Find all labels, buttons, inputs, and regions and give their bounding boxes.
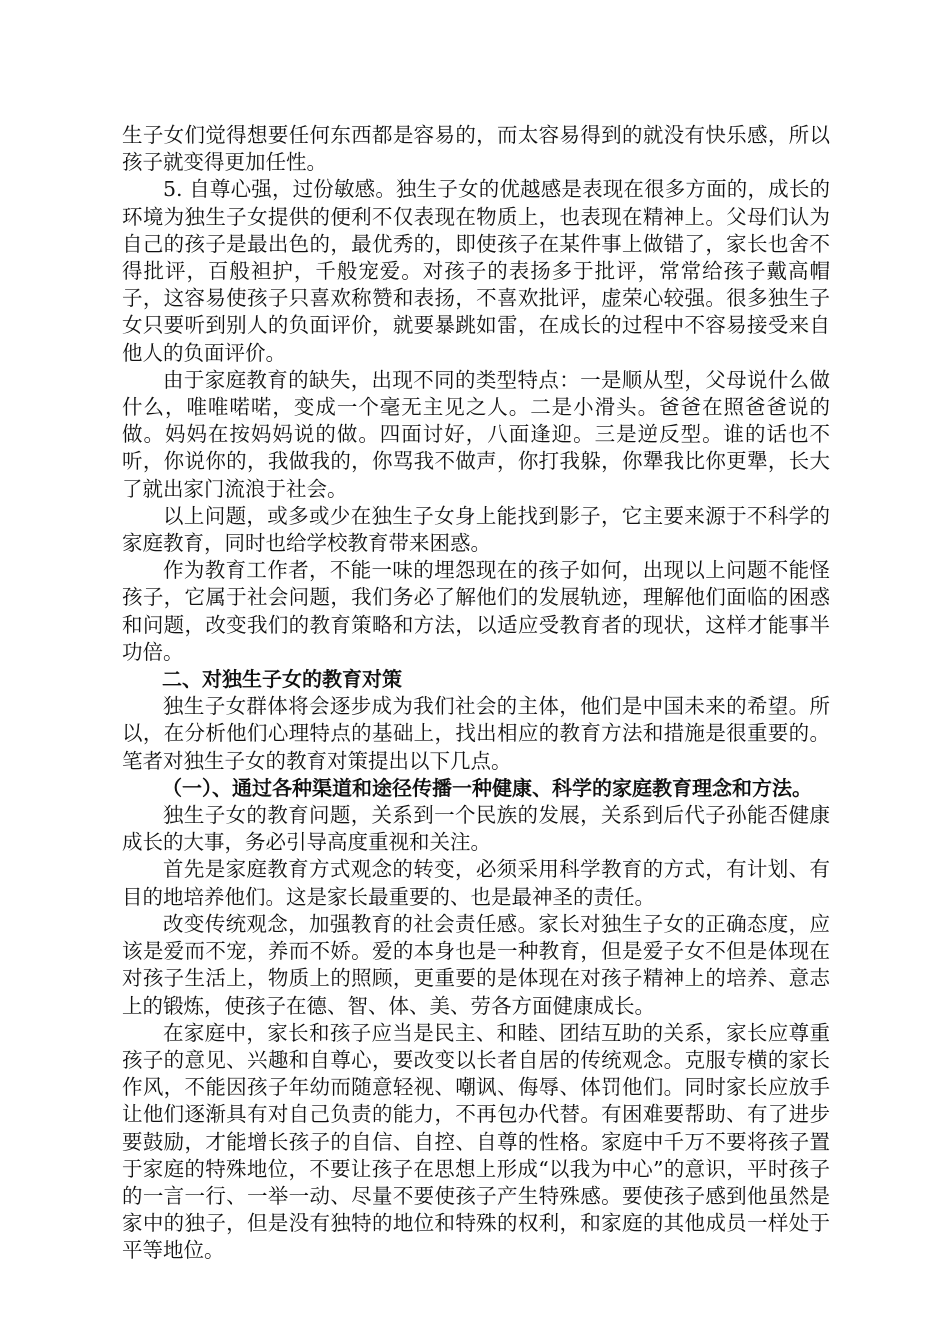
paragraph: 5. 自尊心强，过份敏感。独生子女的优越感是表现在很多方面的，成长的环境为独生子女提供的便利不仅表现在物质上，也表现在精神上。父母们认为自己的孩子是最出色的，最优秀的，即使孩子在某件事上做错了，家长也舍不得批评，百般袒护，千般宠爱。对孩子的表扬多于批评，常常给孩子戴高帽子，这容易使孩子只喜欢称赞和表扬，不喜欢批评，虚荣心较强。很多独生子女只要听到别人的负面评价，就要暴跳如雷，在成长的过程中不容易接受来自他人的负面评价。 — [122, 177, 830, 365]
paragraph: 作为教育工作者，不能一味的埋怨现在的孩子如何，出现以上问题不能怪孩子，它属于社会问题，我们务必了解他们的发展轨迹，理解他们面临的困惑和问题，改变我们的教育策略和方法，以适应受教育者的现状，这样才能事半功倍。 — [122, 558, 830, 664]
subsection-heading: （一）、通过各种渠道和途径传播一种健康、科学的家庭教育理念和方法。 — [162, 775, 812, 800]
paragraph: 改变传统观念，加强教育的社会责任感。家长对独生子女的正确态度，应该是爱而不宠，养而不娇。爱的本身也是一种教育，但是爱子女不但是体现在对孩子生活上，物质上的照顾，更重要的是体现在对孩子精神上的培养、意志上的锻炼，使孩子在德、智、体、美、劳各方面健康成长。 — [122, 911, 830, 1018]
paragraph: 独生子女群体将会逐步成为我们社会的主体，他们是中国未来的希望。所以，在分析他们心理特点的基础上，找出相应的教育方法和措施是很重要的。笔者对独生子女的教育对策提出以下几点。 — [122, 694, 830, 773]
paragraph: 独生子女的教育问题，关系到一个民族的发展，关系到后代子孙能否健康成长的大事，务必引导高度重视和关注。 — [122, 803, 830, 855]
document-page — [122, 122, 830, 1265]
paragraph: 以上问题，或多或少在独生子女身上能找到影子，它主要来源于不科学的家庭教育，同时也给学校教育带来困惑。 — [122, 503, 830, 556]
paragraph-continued: 生子女们觉得想要任何东西都是容易的，而太容易得到的就没有快乐感，所以孩子就变得更加任性。 — [122, 123, 830, 175]
paragraph: 在家庭中，家长和孩子应当是民主、和睦、团结互助的关系，家长应尊重孩子的意见、兴趣和自尊心，要改变以长者自居的传统观念。克服专横的家长作风，不能因孩子年幼而随意轻视、嘲讽、侮辱、体罚他们。同时家长应放手让他们逐渐具有对自己负责的能力，不再包办代替。有困难要帮助、有了进步要鼓励，才能增长孩子的自信、自控、自尊的性格。家庭中千万不要将孩子置于家庭的特殊地位，不要让孩子在思想上形成“以我为中心”的意识，平时孩子的一言一行、一举一动、尽量不要使孩子产生特殊感。要使孩子感到他虽然是家中的独子，但是没有独特的地位和特殊的权利，和家庭的其他成员一样处于平等地位。 — [122, 1020, 830, 1263]
paragraph: 首先是家庭教育方式观念的转变，必须采用科学教育的方式，有计划、有目的地培养他们。这是家长最重要的、也是最神圣的责任。 — [122, 857, 830, 909]
paragraph: 由于家庭教育的缺失，出现不同的类型特点：一是顺从型，父母说什么做什么，唯唯喏喏，变成一个毫无主见之人。二是小滑头。爸爸在照爸爸说的做。妈妈在按妈妈说的做。四面讨好，八面逢迎。三是逆反型。谁的话也不听，你说你的，我做我的，你骂我不做声，你打我躲，你犟我比你更犟，长大了就出家门流浪于社会。 — [122, 367, 830, 501]
section-heading: 二、对独生子女的教育对策 — [162, 667, 402, 692]
